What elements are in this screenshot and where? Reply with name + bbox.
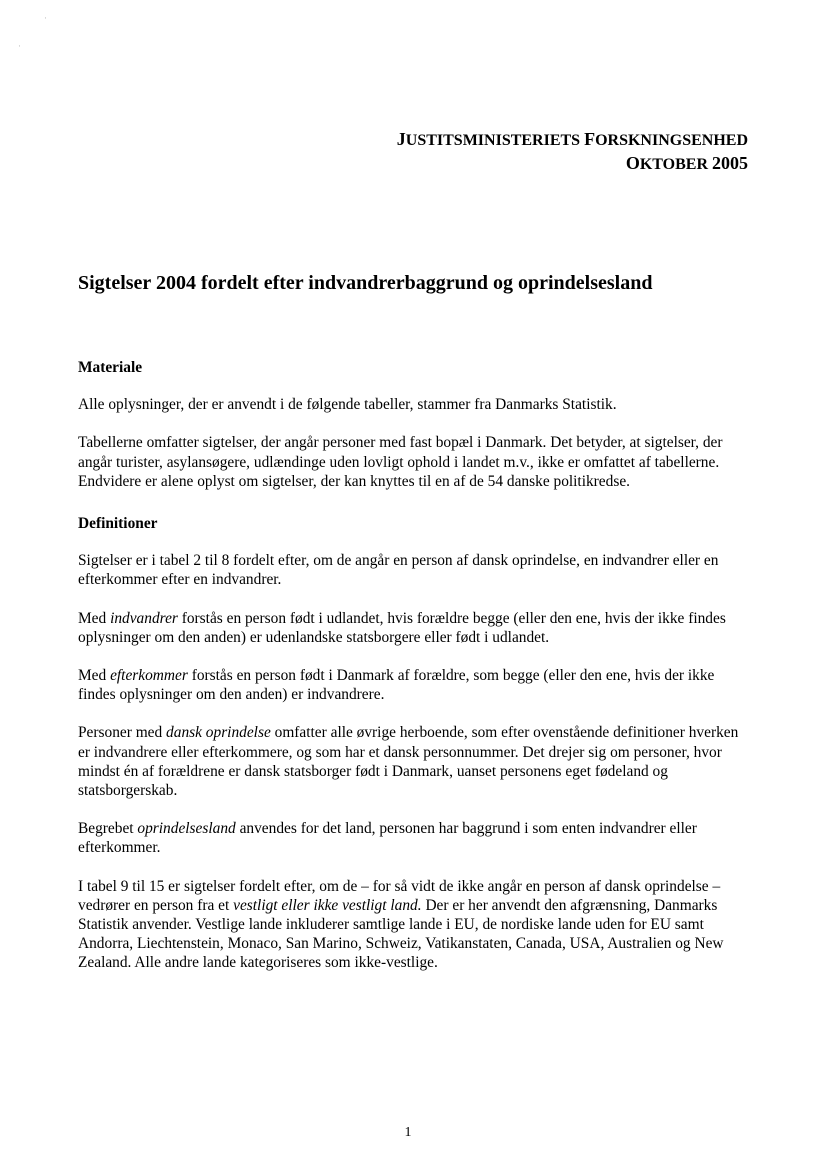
scan-speck: · <box>44 13 47 23</box>
paragraph: Tabellerne omfatter sigtelser, der angår personer med fast bopæl i Danmark. Det betyder, at sigtelser, der angår turister, asylansøgere, udlændinge uden lovligt ophold i landet m.v., ikke er omfattet af tabellerne. Endvidere er alene oplyst om sigtelser, der kan knyttes til en af de 54 danske politikredse. <box>78 434 723 490</box>
paragraph: Med indvandrer forstås en person født i udlandet, hvis forældre begge (eller den ene, hvis der ikke findes oplysninger om den anden) er udenlandske statsborgere eller født i udlandet. <box>78 609 726 646</box>
document-body <box>78 358 750 992</box>
paragraph: Med efterkommer forstås en person født i Danmark af forældre, som begge (eller den ene, hvis der ikke findes oplysninger om den anden) er indvandrere. <box>78 667 715 704</box>
scan-speck: · <box>18 41 21 51</box>
page-number: 1 <box>404 1125 412 1140</box>
document-title: Sigtelser 2004 fordelt efter indvandrerbaggrund og oprindelsesland <box>78 272 653 294</box>
emphasis: vestligt eller ikke vestligt land. <box>233 896 422 914</box>
emphasis: oprindelsesland <box>137 820 236 838</box>
emphasis: efterkommer <box>110 667 188 685</box>
organization-name: JUSTITSMINISTERIETS FORSKNINGSENHED <box>396 129 748 149</box>
emphasis: dansk oprindelse <box>166 724 271 742</box>
document-date: OKTOBER 2005 <box>625 153 748 173</box>
emphasis: indvandrer <box>110 609 178 627</box>
paragraph: Alle oplysninger, der er anvendt i de følgende tabeller, stammer fra Danmarks Statistik. <box>78 396 617 414</box>
section-heading-definitioner: Definitioner <box>78 515 158 533</box>
document-header <box>397 128 748 176</box>
section-heading-materiale: Materiale <box>78 359 143 376</box>
paragraph: Begrebet oprindelsesland anvendes for det land, personen har baggrund i som enten indvandrer eller efterkommer. <box>78 820 697 857</box>
paragraph: I tabel 9 til 15 er sigtelser fordelt efter, om de – for så vidt de ikke angår en person af dansk oprindelse – vedrører en person fra et vestligt eller ikke vestligt land. Der er her anvendt den afgrænsning, Danmarks Statistik anvender. Vestlige lande inkluderer samtlige lande i EU, de nordiske lande uden for EU samt Andorra, Liechtenstein, Monaco, San Marino, Schweiz, Vatikanstaten, Canada, USA, Australien og New Zealand. Alle andre lande kategoriseres som ikke-vestlige. <box>78 877 724 972</box>
paragraph: Personer med dansk oprindelse omfatter alle øvrige herboende, som efter ovenstående definitioner hverken er indvandrere eller efterkommere, og som har et dansk personnummer. Det drejer sig om personer, hvor mindst én af forældrene er dansk statsborger født i Danmark, uanset personens eget fødeland og statsborgerskab. <box>78 724 739 800</box>
paragraph: Sigtelser er i tabel 2 til 8 fordelt efter, om de angår en person af dansk oprindelse, en indvandrer eller en efterkommer efter en indvandrer. <box>78 552 719 589</box>
